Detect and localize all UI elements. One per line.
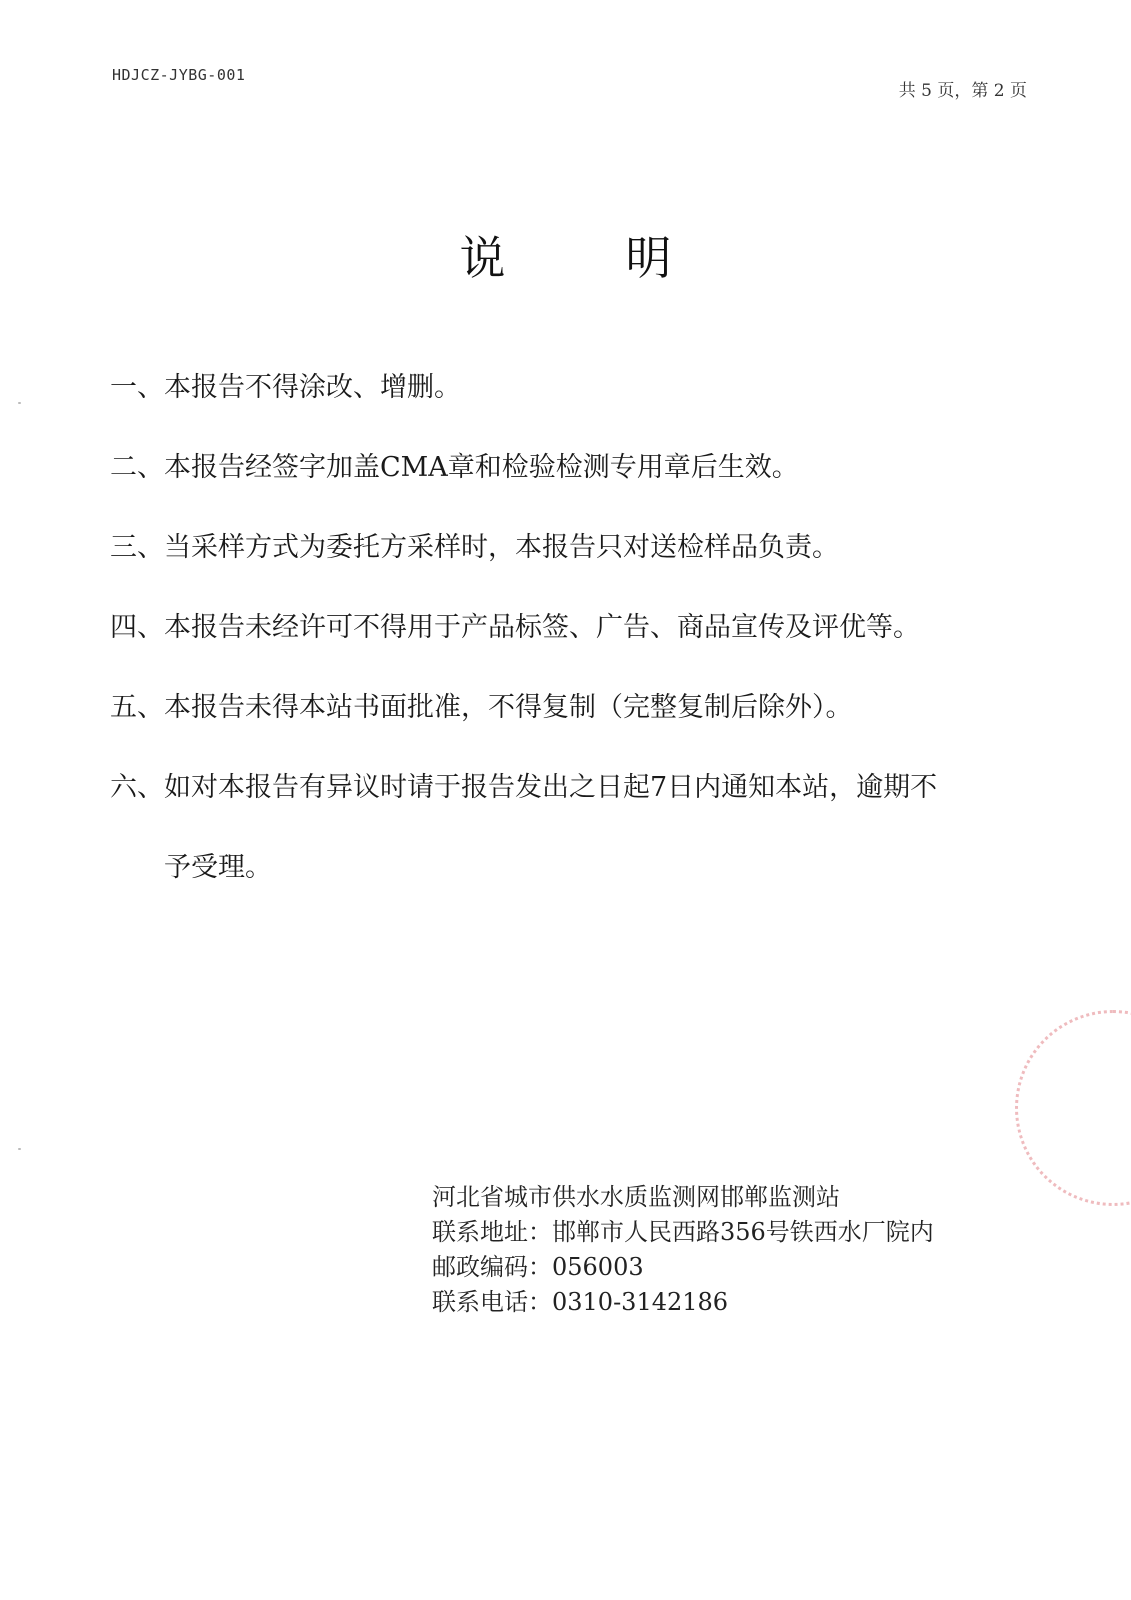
note-number: 三、 <box>110 532 164 563</box>
note-text-line2: 予受理。 <box>164 852 272 883</box>
note-text-line1: 如对本报告有异议时请于报告发出之日起7日内通知本站，逾期不 <box>164 772 938 803</box>
note-number: 二、 <box>110 452 164 483</box>
note-item <box>110 370 1040 406</box>
organization-name: 河北省城市供水水质监测网邯郸监测站 <box>432 1183 840 1211</box>
note-item <box>110 610 1040 646</box>
note-text <box>164 770 1040 886</box>
note-number: 一、 <box>110 372 164 403</box>
note-text: 本报告不得涂改、增删。 <box>164 372 461 403</box>
note-text: 本报告未经许可不得用于产品标签、广告、商品宣传及评优等。 <box>164 612 920 643</box>
notes-list <box>110 370 1040 930</box>
note-item <box>110 530 1040 566</box>
postal-code: 邮政编码：056003 <box>432 1253 644 1281</box>
note-number: 五、 <box>110 692 164 723</box>
document-code: HDJCZ-JYBG-001 <box>112 66 246 84</box>
note-item <box>110 770 1040 886</box>
note-number: 六、 <box>110 772 164 803</box>
contact-block <box>432 1180 934 1320</box>
note-number: 四、 <box>110 612 164 643</box>
page-title: 说明 <box>459 231 792 285</box>
note-item <box>110 690 1040 726</box>
note-text: 当采样方式为委托方采样时，本报告只对送检样品负责。 <box>164 532 839 563</box>
contact-address: 联系地址：邯郸市人民西路356号铁西水厂院内 <box>432 1218 934 1246</box>
scan-speck <box>18 402 21 404</box>
note-item <box>110 450 1040 486</box>
contact-phone: 联系电话：0310-3142186 <box>432 1288 729 1316</box>
page-number: 共 5 页，第 2 页 <box>898 81 1027 101</box>
partial-seal-stamp <box>1015 1010 1131 1206</box>
scan-speck <box>18 1148 21 1150</box>
note-text: 本报告经签字加盖CMA章和检验检测专用章后生效。 <box>164 452 799 483</box>
note-text: 本报告未得本站书面批准，不得复制（完整复制后除外）。 <box>164 692 853 723</box>
